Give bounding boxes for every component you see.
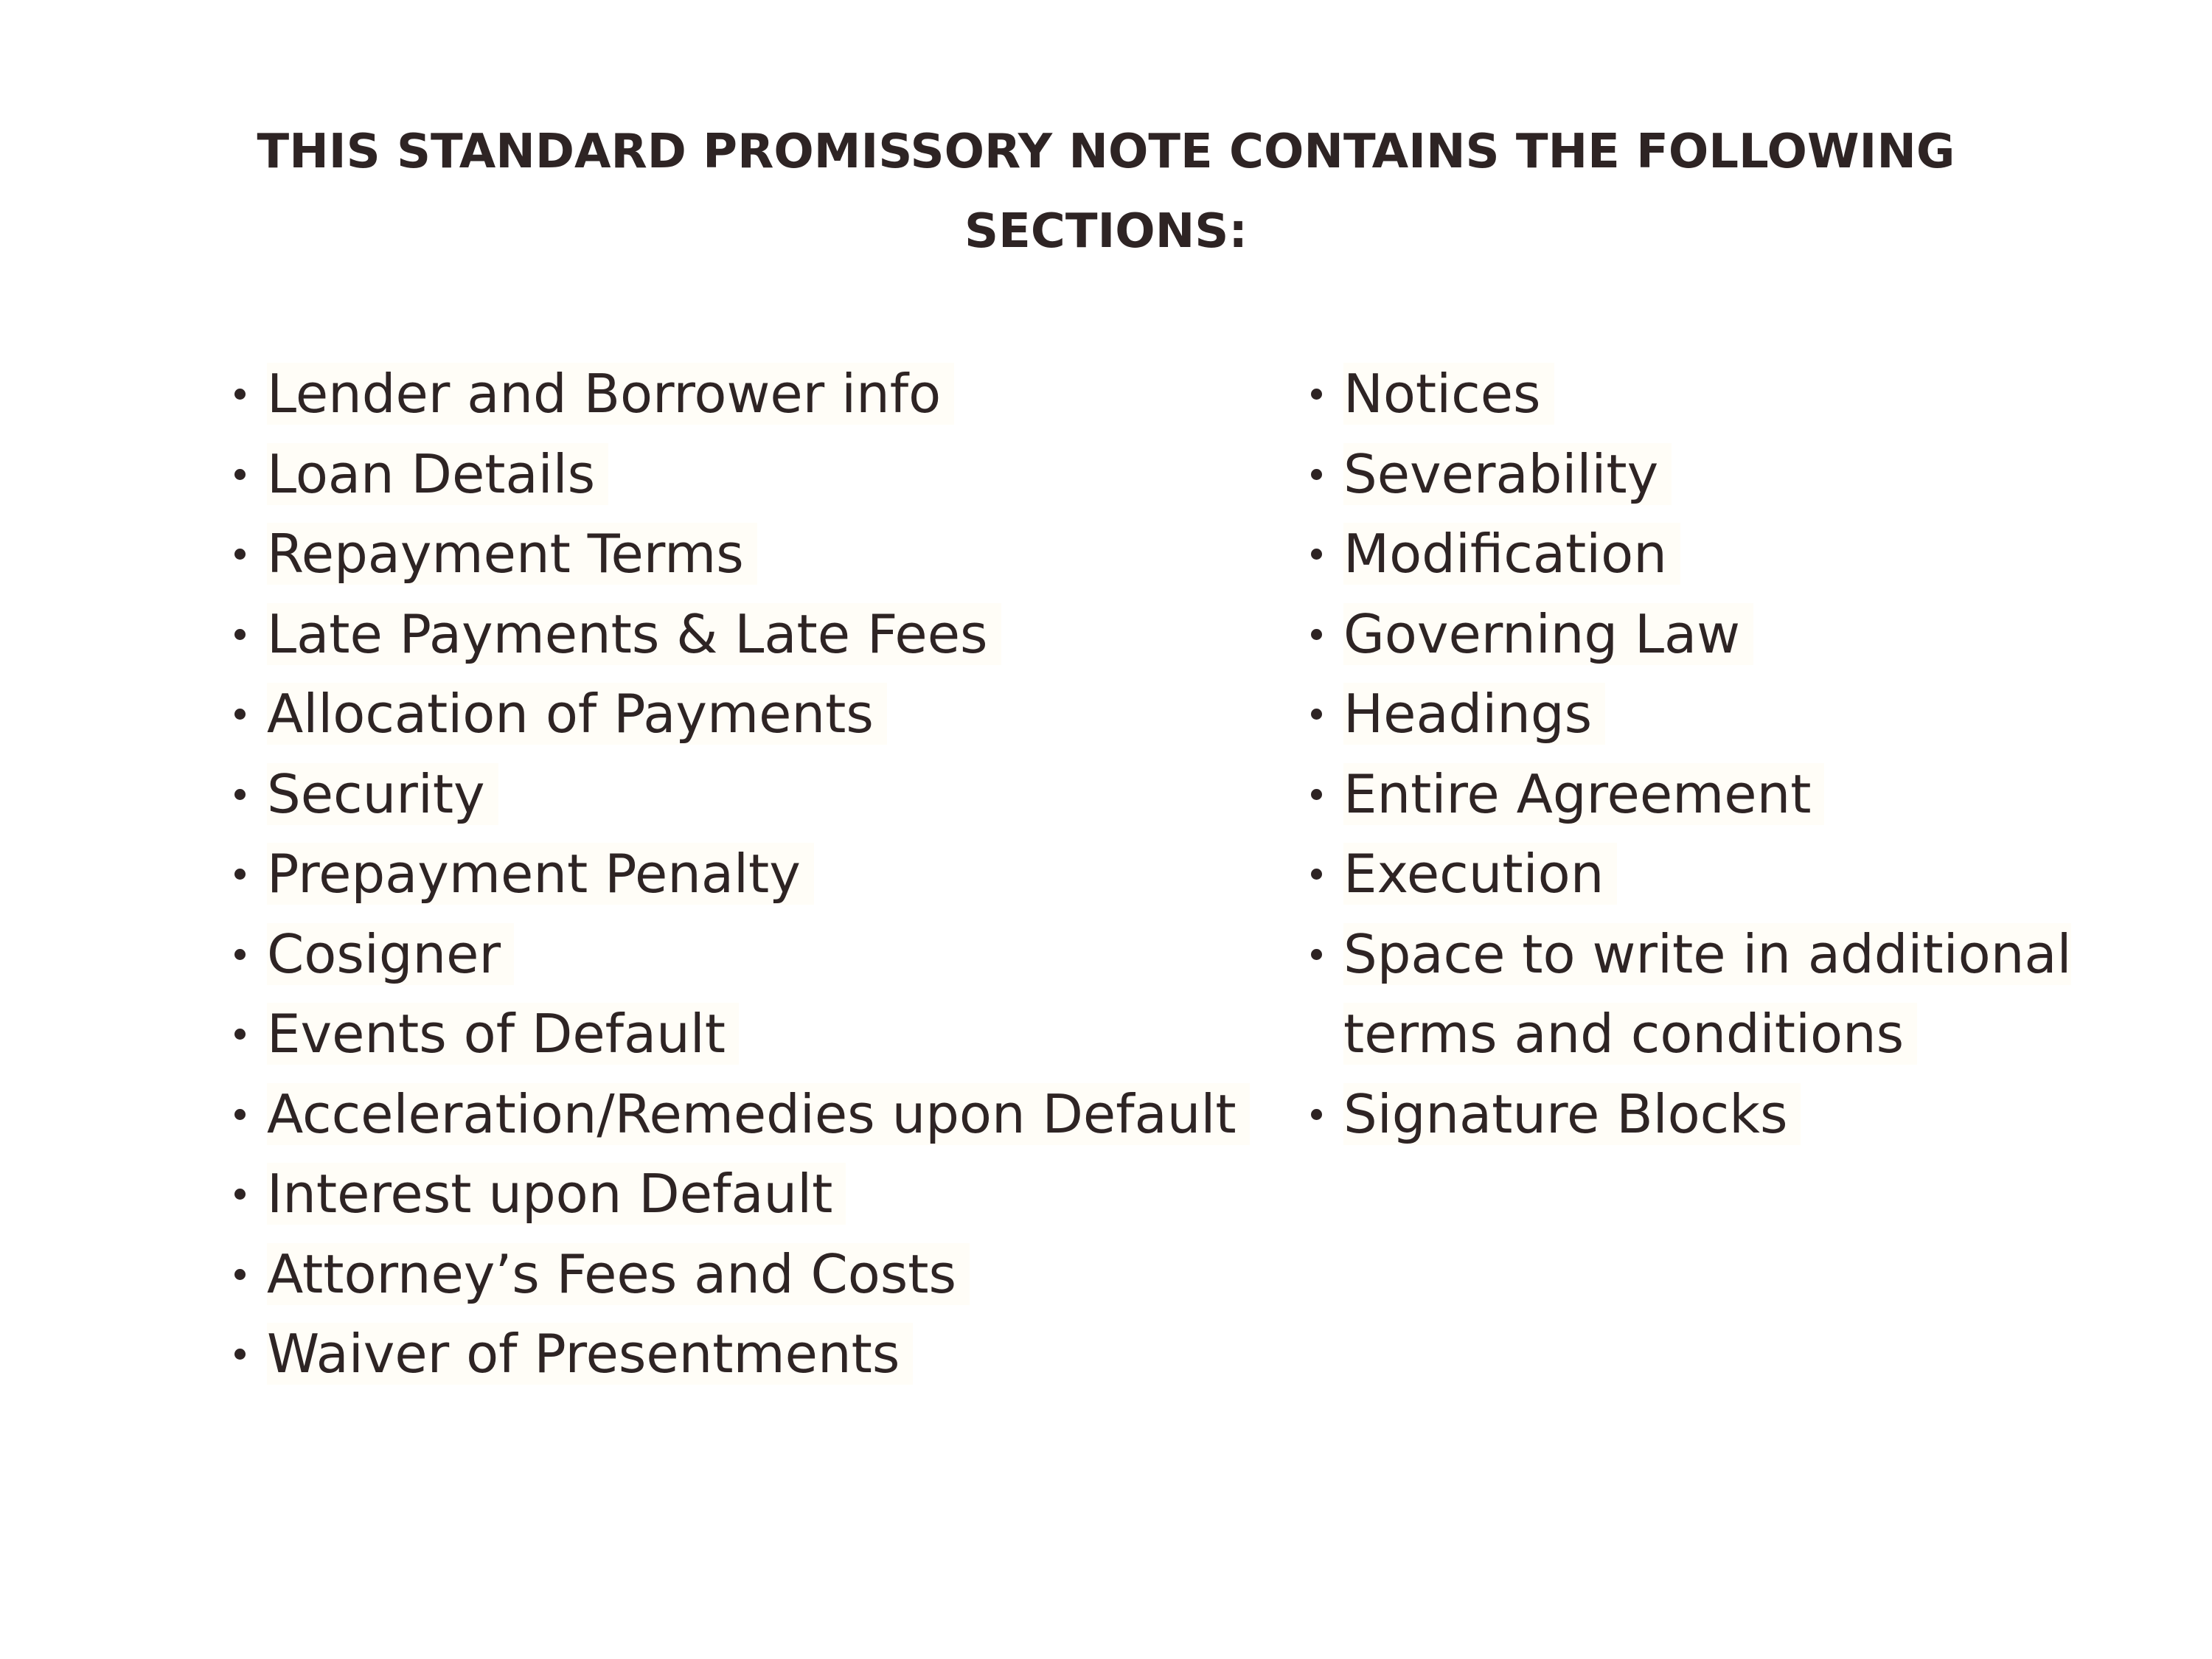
title-line-1: THIS STANDARD PROMISSORY NOTE CONTAINS THE FOLLOWING xyxy=(257,125,1955,179)
list-item xyxy=(221,834,1246,914)
list-item-text: Headings xyxy=(1343,683,1605,745)
sections-list-left xyxy=(221,354,1246,1394)
list-item xyxy=(1298,674,2109,754)
list-item xyxy=(221,594,1246,675)
list-item-text: Space to write in additional terms and conditions xyxy=(1343,922,2072,1065)
list-item-text: Prepayment Penalty xyxy=(267,843,814,905)
list-item xyxy=(1298,834,2109,914)
list-item-text: Repayment Terms xyxy=(267,523,757,585)
list-item-text: Acceleration/Remedies upon Default xyxy=(267,1083,1250,1145)
document-title xyxy=(0,112,2212,271)
list-item xyxy=(221,994,1246,1074)
list-item xyxy=(221,434,1246,515)
list-item xyxy=(1298,354,2109,434)
list-item-text: Attorney’s Fees and Costs xyxy=(267,1243,970,1305)
list-item xyxy=(1298,754,2109,835)
list-item xyxy=(221,1074,1246,1155)
list-item-text: Entire Agreement xyxy=(1343,763,1824,825)
list-item-text: Cosigner xyxy=(267,923,514,985)
list-item-text: Severability xyxy=(1343,443,1672,505)
list-item xyxy=(1298,514,2109,594)
list-item-text: Governing Law xyxy=(1343,603,1753,665)
list-item xyxy=(221,914,1246,995)
list-item xyxy=(221,354,1246,434)
list-item-text: Execution xyxy=(1343,843,1617,905)
list-item xyxy=(221,514,1246,594)
list-item xyxy=(221,754,1246,835)
list-item xyxy=(1298,434,2109,515)
list-item-text: Signature Blocks xyxy=(1343,1083,1801,1145)
list-item-text: Loan Details xyxy=(267,443,608,505)
list-item-text: Security xyxy=(267,763,498,825)
list-item xyxy=(1298,1074,2109,1155)
list-item xyxy=(221,1314,1246,1394)
list-item-text: Lender and Borrower info xyxy=(267,363,954,425)
list-item-text: Notices xyxy=(1343,363,1554,425)
list-item xyxy=(221,1234,1246,1315)
list-item-text: Modification xyxy=(1343,523,1680,585)
list-item-text: Allocation of Payments xyxy=(267,683,887,745)
title-line-2: SECTIONS: xyxy=(964,204,1248,259)
list-item-text: Late Payments & Late Fees xyxy=(267,603,1001,665)
list-item-text: Interest upon Default xyxy=(267,1163,846,1225)
list-item xyxy=(1298,594,2109,675)
list-item xyxy=(221,674,1246,754)
list-item-text: Waiver of Presentments xyxy=(267,1323,913,1385)
list-item xyxy=(221,1154,1246,1234)
list-item xyxy=(1298,914,2110,1074)
sections-list-right xyxy=(1298,354,2109,1154)
list-item-text: Events of Default xyxy=(267,1003,739,1065)
